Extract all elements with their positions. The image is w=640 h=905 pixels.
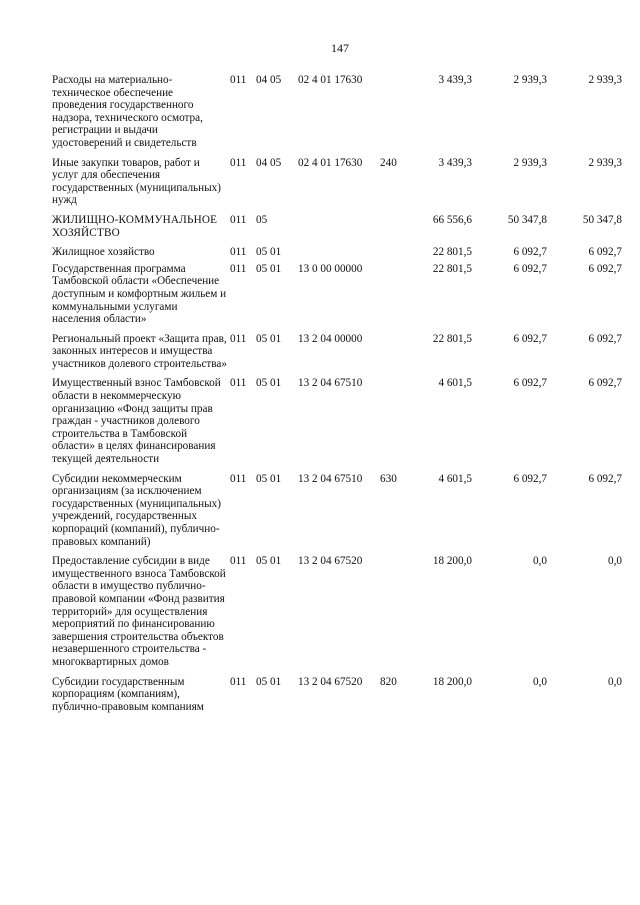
amount-year-3: 2 939,3: [588, 74, 622, 86]
section-code: 05 01: [256, 332, 282, 345]
ministry-code: 011: [230, 156, 247, 169]
ministry-code: 011: [230, 332, 247, 345]
amount-year-1: 3 439,3: [438, 156, 472, 169]
table-row: [0, 555, 640, 668]
amount-year-1: 4 601,5: [438, 472, 472, 485]
section-code: 05 01: [256, 675, 282, 688]
amount-year-2: 0,0: [533, 675, 547, 688]
target-code: 13 2 04 67520: [298, 675, 363, 688]
amount-year-2: 2 939,3: [513, 156, 547, 169]
row-name: Жилищное хозяйство: [52, 246, 155, 259]
amount-year-3: 0,0: [608, 675, 622, 688]
amount-year-1: 66 556,6: [432, 213, 472, 226]
amount-year-2: 2 939,3: [513, 74, 547, 86]
ministry-code: 011: [230, 262, 247, 275]
amount-year-2: 6 092,7: [513, 377, 547, 390]
table-row: [0, 246, 640, 259]
target-code: 13 2 04 00000: [298, 332, 363, 345]
amount-year-1: 18 200,0: [432, 555, 472, 568]
amount-year-2: 6 092,7: [513, 472, 547, 485]
row-name: ЖИЛИЩНО-КОММУНАЛЬНОЕ ХОЗЯЙСТВО: [52, 213, 218, 239]
section-code: 04 05: [256, 156, 282, 169]
amount-year-1: 4 601,5: [438, 377, 472, 390]
row-name: Имущественный взнос Тамбовской области в некоммерческую организацию «Фонд защиты прав граждан - участников долевого строительства в Тамбовской области» в целях финансирования текущей деятельности: [52, 377, 221, 466]
amount-year-2: 0,0: [533, 555, 547, 568]
amount-year-3: 50 347,8: [582, 213, 622, 226]
target-code: 02 4 01 17630: [298, 74, 363, 86]
section-code: 05 01: [256, 377, 282, 390]
row-name: Иные закупки товаров, работ и услуг для обеспечения государственных (муниципальных) нужд: [52, 156, 221, 207]
section-code: 05 01: [256, 246, 282, 259]
budget-table: [0, 74, 640, 713]
row-name: Субсидии некоммерческим организациям (за исключением государственных (муниципальных) учреждений, государственных корпораций (компаний), публично-правовых компаний): [52, 472, 221, 548]
amount-year-1: 22 801,5: [432, 262, 472, 275]
target-code: 13 2 04 67520: [298, 555, 363, 568]
target-code: 13 2 04 67510: [298, 472, 363, 485]
ministry-code: 011: [230, 675, 247, 688]
amount-year-3: 2 939,3: [588, 156, 622, 169]
row-name: Региональный проект «Защита прав, законных интересов и имущества участников долевого строительства»: [52, 332, 227, 370]
row-name: Субсидии государственным корпорациям (компаниям), публично-правовым компаниям: [52, 675, 204, 713]
expense-type: 240: [380, 156, 397, 169]
section-code: 05 01: [256, 555, 282, 568]
table-row: [0, 377, 640, 465]
table-row: [0, 333, 640, 371]
section-code: 05 01: [256, 262, 282, 275]
row-name: Предоставление субсидии в виде имущественного взноса Тамбовской области в имущество публично-правовой компании «Фонд развития территорий» для осуществления мероприятий по финансированию завершения строительства объектов незавершенного строительства - многоквартирных домов: [52, 555, 226, 668]
amount-year-2: 6 092,7: [513, 246, 547, 259]
ministry-code: 011: [230, 377, 247, 390]
section-code: 05 01: [256, 472, 282, 485]
table-row: [0, 214, 640, 239]
expense-type: 630: [380, 472, 397, 485]
ministry-code: 011: [230, 74, 247, 86]
amount-year-1: 22 801,5: [432, 332, 472, 345]
amount-year-3: 6 092,7: [588, 246, 622, 259]
target-code: 13 2 04 67510: [298, 377, 363, 390]
ministry-code: 011: [230, 472, 247, 485]
amount-year-3: 6 092,7: [588, 262, 622, 275]
section-code: 04 05: [256, 74, 282, 86]
amount-year-2: 6 092,7: [513, 262, 547, 275]
ministry-code: 011: [230, 213, 247, 226]
amount-year-3: 6 092,7: [588, 377, 622, 390]
amount-year-3: 6 092,7: [588, 472, 622, 485]
ministry-code: 011: [230, 246, 247, 259]
target-code: 02 4 01 17630: [298, 156, 363, 169]
amount-year-3: 0,0: [608, 555, 622, 568]
amount-year-1: 18 200,0: [432, 675, 472, 688]
amount-year-1: 3 439,3: [438, 74, 472, 86]
target-code: 13 0 00 00000: [298, 262, 363, 275]
table-row: [0, 676, 640, 714]
amount-year-1: 22 801,5: [432, 246, 472, 259]
amount-year-3: 6 092,7: [588, 332, 622, 345]
row-name: Расходы на материально-техническое обеспечение проведения государственного надзора, технического осмотра, регистрации и выдачи удостоверений и свидетельств: [52, 74, 203, 149]
amount-year-2: 50 347,8: [507, 213, 547, 226]
amount-year-2: 6 092,7: [513, 332, 547, 345]
table-row: [0, 473, 640, 549]
row-name: Государственная программа Тамбовской области «Обеспечение доступным и комфортным жильем и коммунальными услугами населения области»: [52, 262, 227, 326]
expense-type: 820: [380, 675, 397, 688]
ministry-code: 011: [230, 555, 247, 568]
section-code: 05: [256, 213, 268, 226]
table-row: [0, 263, 640, 326]
table-row: [0, 74, 640, 150]
table-row: [0, 157, 640, 207]
page-number: 147: [331, 41, 349, 55]
